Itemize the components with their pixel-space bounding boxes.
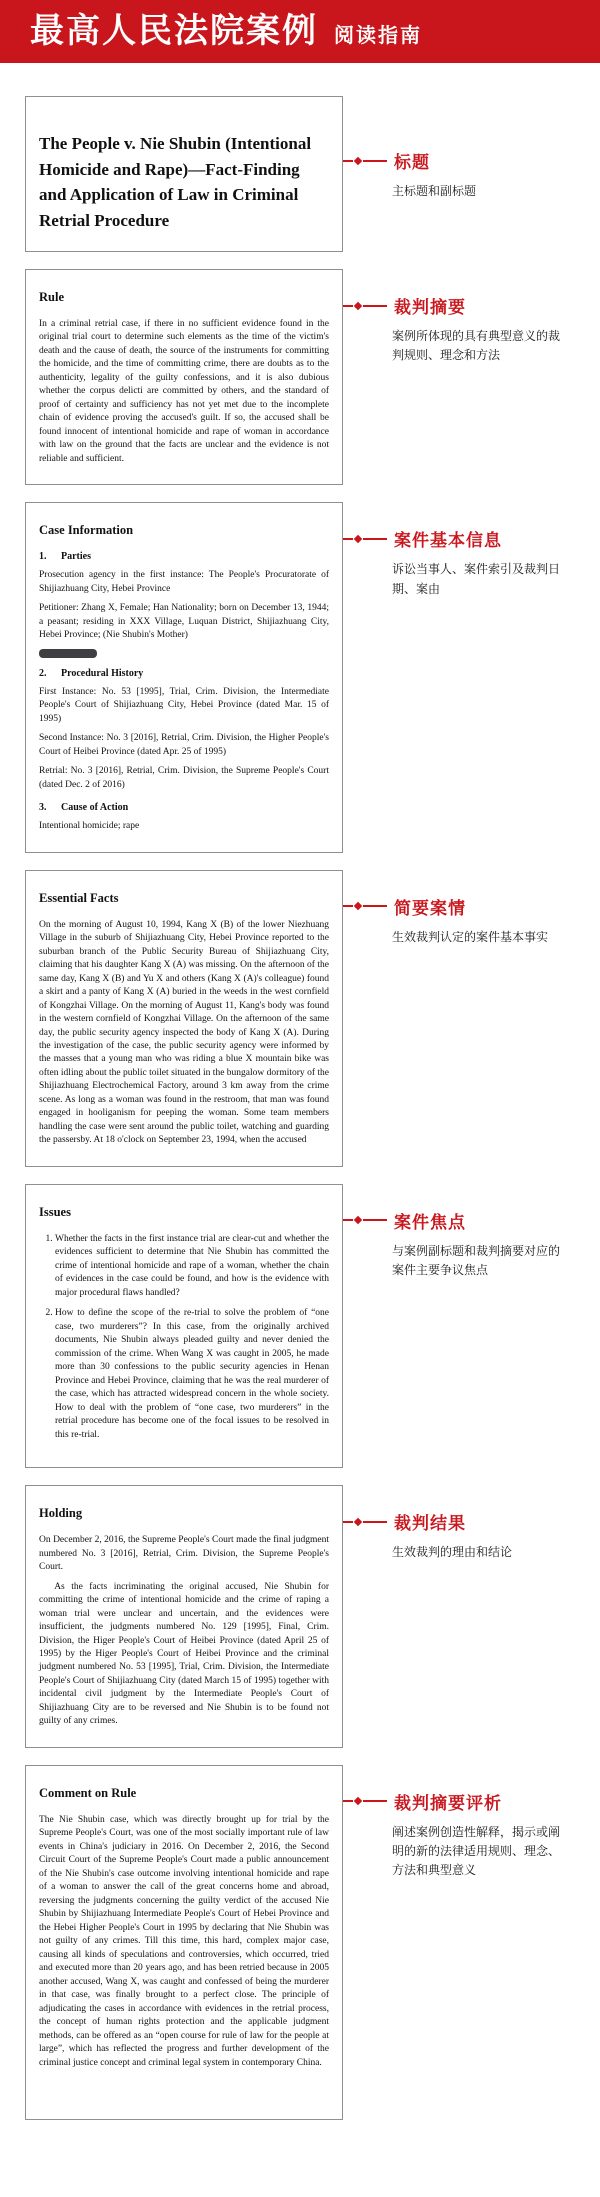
connector-segment bbox=[343, 1219, 353, 1221]
history-paragraph: Second Instance: No. 3 [2016], Retrial, Crim. Division, the Higher People's Court of Heibei Province (dated Apr. 25 of 1995) bbox=[39, 733, 329, 757]
banner-title: 最高人民法院案例 bbox=[30, 12, 318, 50]
rule-box bbox=[25, 269, 343, 485]
annotation-label: 简要案情 bbox=[394, 898, 466, 918]
annotation-label: 裁判摘要 bbox=[394, 298, 466, 317]
subheading-number: 2. bbox=[39, 667, 47, 679]
section-title bbox=[25, 96, 600, 252]
issues-list bbox=[39, 1233, 329, 1442]
annotation-desc: 主标题和副标题 bbox=[392, 184, 477, 198]
annotation-desc: 案例所体现的具有典型意义的裁判规则、理念和方法 bbox=[392, 329, 561, 363]
connector-segment bbox=[363, 160, 387, 162]
diamond-icon bbox=[354, 156, 362, 164]
connector-line bbox=[343, 158, 394, 164]
annotation-title bbox=[343, 96, 579, 252]
parties-paragraph: Petitioner: Zhang X, Female; Han Nationality; born on December 13, 1944; a peasant; residing in XXX Village, Luquan District, Shijiazhuang City, Hebei Province; (Nie Shubin's Mother) bbox=[39, 603, 329, 641]
case-information-box bbox=[25, 502, 343, 852]
connector-line bbox=[343, 1798, 394, 1804]
essential-facts-heading: Essential Facts bbox=[39, 890, 119, 905]
banner bbox=[0, 0, 600, 63]
holding-paragraph: As the facts incriminating the original accused, Nie Shubin for committing the crime of intentional homicide and the crime of raping a woman trial were unclear and uncertain, and the evidences were insufficient, the judgments numbered No. 129 [1995], Final, Crim. Division, the Higer People's Court of Heibei Province (dated April 25 of 1995) by the Higer People's Court of Heibei Province and the criminal judgment numbered No. 53 [1995], Trial, Crim. Division, the Intermediate People's Court of Shijiazhuang City (dated March 15 of 1995) together with incidental civil judgment by the Intermediate People's Court of Shijiazhuang City are to be reversed and Nie Shubin is to be found not guilty of any crimes. bbox=[39, 1581, 329, 1727]
comment-on-rule-heading: Comment on Rule bbox=[39, 1785, 137, 1800]
annotation-label: 案件基本信息 bbox=[394, 531, 502, 551]
diamond-icon bbox=[354, 535, 362, 543]
parties-paragraph: Prosecution agency in the first instance: The People's Procuratorate of Shijiazhuang City, Hebei Province bbox=[39, 570, 329, 594]
subheading-number: 1. bbox=[39, 551, 47, 563]
redacted-bar bbox=[39, 649, 97, 658]
subheading-label: Parties bbox=[61, 551, 91, 563]
comment-on-rule-body: The Nie Shubin case, which was directly brought up for trial by the Supreme People's Court, was one of the most socially important rule of law events in China's judiciary in 2016. On December 2, 2016, the Second Circuit Court of the Supreme People's Court made a public announcement of the Nie Shubin's case outcome involving intentional homicide and rape of a woman to answer the call of the great concerns home and abroad, reversing the judgments concerning the guilty verdict of the accused Nie Shubin by Shijiazhuang Intermediate People's Court of Hebei Province and the Hebei Higher People's Court in 1995 by declaring that Nie Shubin was not guilty of any crimes. Till this time, this hard, complex major case, causing all kinds of speculations and controversies, which occurred, tried and executed more than 20 years ago, and has been retried because in 2005 another accused, Wang X, was caught and confessed of being the murderer in that case, was finally brought to a perfect close. The principle of adjudicating the cases in accordance with evidences in the retrial process, the concept of human rights protection and the applicable judgment methods, can be offered as an “open course for rule of law for the people at large”, which has reflected the progress and further development of the criminal justice concept and criminal legal system in contemporary China. bbox=[39, 1814, 329, 2068]
annotation-desc: 诉讼当事人、案件索引及裁判日期、案由 bbox=[392, 562, 561, 596]
issues-box bbox=[25, 1184, 343, 1468]
connector-segment bbox=[343, 305, 353, 307]
annotation-desc: 与案例副标题和裁判摘要对应的案件主要争议焦点 bbox=[392, 1243, 561, 1278]
annotation-case-information bbox=[343, 502, 579, 852]
annotation-desc: 生效裁判的理由和结论 bbox=[392, 1545, 513, 1560]
annotation-desc: 生效裁判认定的案件基本事实 bbox=[392, 929, 549, 944]
connector-line bbox=[343, 536, 394, 542]
cause-of-action-subheading bbox=[39, 802, 329, 813]
parties-subheading bbox=[39, 551, 329, 562]
page-content bbox=[0, 63, 600, 2197]
annotation-label: 裁判摘要评析 bbox=[394, 1793, 502, 1813]
section-rule bbox=[25, 269, 600, 485]
connector-segment bbox=[363, 1800, 387, 1802]
subheading-number: 3. bbox=[39, 802, 47, 814]
history-paragraph: First Instance: No. 53 [1995], Trial, Crim. Division, the Intermediate People's Court of Shijiazhuang City, Hebei Province (dated Mar. 15 of 1995) bbox=[39, 686, 329, 724]
connector-line bbox=[343, 903, 394, 909]
connector-segment bbox=[363, 905, 387, 907]
rule-body: In a criminal retrial case, if there in no sufficient evidence found in the original trial court to determine such elements as the time of the victim's death and the cause of death, the source of the instruments for committing the homicide, and the time of committing crime, there are doubts as to the authenticity, legality of the guilty confessions, and it is also dubious whether the corpus delicti are committed by others, and the standard of proof of certainty and sufficiency has not yet met due to the incomplete chain of evidence proving the accused's guilt. If so, the accused shall be found innocent of intentional homicide and rape of woman in accordance with law on the ground that the facts are unclear and the evidence is not reliable and sufficient. bbox=[39, 319, 329, 464]
connector-segment bbox=[343, 905, 353, 907]
section-essential-facts bbox=[25, 870, 600, 1167]
comment-on-rule-box bbox=[25, 1765, 343, 2120]
subheading-label: Cause of Action bbox=[61, 802, 129, 814]
diamond-icon bbox=[354, 301, 362, 309]
case-title: The People v. Nie Shubin (Intentional Homicide and Rape)—Fact-Finding and Application of Law in Criminal Retrial Procedure bbox=[39, 134, 312, 230]
holding-heading: Holding bbox=[39, 1506, 83, 1521]
section-holding bbox=[25, 1485, 600, 1748]
connector-line bbox=[343, 303, 394, 309]
diamond-icon bbox=[354, 1797, 362, 1805]
diamond-icon bbox=[354, 1216, 362, 1224]
issues-heading: Issues bbox=[39, 1204, 71, 1219]
holding-paragraph: On December 2, 2016, the Supreme People's Court made the final judgment numbered No. 3 [2016], Retrial, Crim. Division, the Supreme People's Court. bbox=[39, 1535, 329, 1573]
connector-segment bbox=[343, 160, 353, 162]
connector-segment bbox=[363, 538, 387, 540]
connector-segment bbox=[363, 1219, 387, 1221]
history-paragraph: Retrial: No. 3 [2016], Retrial, Crim. Division, the Supreme People's Court (dated Dec. 2 of 2016) bbox=[39, 766, 329, 790]
annotation-issues bbox=[343, 1184, 579, 1468]
connector-segment bbox=[343, 1800, 353, 1802]
essential-facts-body: On the morning of August 10, 1994, Kang X (B) of the lower Niezhuang Village in the suburb of Shijiazhuang City, Hebei Province reported to the suburban branch of the Public Security Bureau of Shijiazhuang City, claiming that his daughter Kang X (A) was missing. On the afternoon of the same day, Kang X (B) and Yu X and others (Kang X (A)'s colleague) found a skirt and a panty of Kang X (A) buried in the weeds in the west cornfield of Kongzhai Village. On the morning of August 11, Kang's body was found in the western cornfield of Kongzhai Village. On the afternoon of the same day, the public security agency inspected the body of Kang X (A). During the investigation of the case, the public security agency were informed by the masses that a young man who was riding a blue X mountain bike was often idling about the public toilet situated in the bungalow dormitory of the Shijiazhuang Electrochemical Factory, around 3 km away from the crime scene. As long as a woman was found in the restroom, that man was found engaged in hooliganism for peeping the woman. Some team members handling the case were sent around the public toilet, watching and guarding the passersby. At 18 o'clock on September 23, 1994, when the accused bbox=[39, 919, 329, 1146]
connector-line bbox=[343, 1217, 394, 1223]
connector-segment bbox=[343, 538, 353, 540]
annotation-rule bbox=[343, 269, 579, 485]
case-information-heading: Case Information bbox=[39, 523, 134, 538]
section-comment-on-rule bbox=[25, 1765, 600, 2120]
annotation-comment-on-rule bbox=[343, 1765, 579, 2120]
annotation-label: 案件焦点 bbox=[394, 1212, 466, 1232]
title-box bbox=[25, 96, 343, 252]
annotation-label: 裁判结果 bbox=[394, 1514, 466, 1534]
connector-segment bbox=[363, 305, 387, 307]
diamond-icon bbox=[354, 1517, 362, 1525]
issue-item: 2. How to define the scope of the re-trial to solve the problem of “one case, two murderers”? In this case, from the originally archived documents, Nie Shubin always pleaded guilty and never denied the commission of the crime. When Wang X was caught in 2005, he made more than 30 confessions to the public security agencies in Henan Province and Hebei Province, claiming that he was the real murderer of the case, which has attracted widespread concern in the whole society. How to deal with the problem of “one case, two murderers” in the retrial procedure has become one of the focal issues to be resolved in this re-trial. bbox=[55, 1307, 329, 1442]
diamond-icon bbox=[354, 902, 362, 910]
holding-box bbox=[25, 1485, 343, 1748]
annotation-desc: 阐述案例创造性解释，揭示或阐明的新的法律适用规则、理念、方法和典型意义 bbox=[392, 1824, 561, 1878]
section-issues bbox=[25, 1184, 600, 1468]
annotation-essential-facts bbox=[343, 870, 579, 1167]
subheading-label: Procedural History bbox=[61, 667, 144, 679]
annotation-holding bbox=[343, 1485, 579, 1748]
essential-facts-box bbox=[25, 870, 343, 1167]
annotation-label: 标题 bbox=[394, 153, 430, 172]
issue-item: 1. Whether the facts in the first instance trial are clear-cut and whether the evidences sufficient to determine that Nie Shubin has committed the crime of intentional homicide and rape of a woman, whether the chain of evidences in the case could be found, and how is the evidence with major procedural flaws handled? bbox=[55, 1233, 329, 1300]
banner-subtitle: 阅读指南 bbox=[334, 25, 422, 47]
procedural-history-subheading bbox=[39, 668, 329, 679]
section-case-information bbox=[25, 502, 600, 852]
cause-of-action-text: Intentional homicide; rape bbox=[39, 821, 140, 832]
connector-segment bbox=[343, 1521, 353, 1523]
connector-segment bbox=[363, 1521, 387, 1523]
connector-line bbox=[343, 1519, 394, 1525]
rule-heading: Rule bbox=[39, 290, 64, 304]
